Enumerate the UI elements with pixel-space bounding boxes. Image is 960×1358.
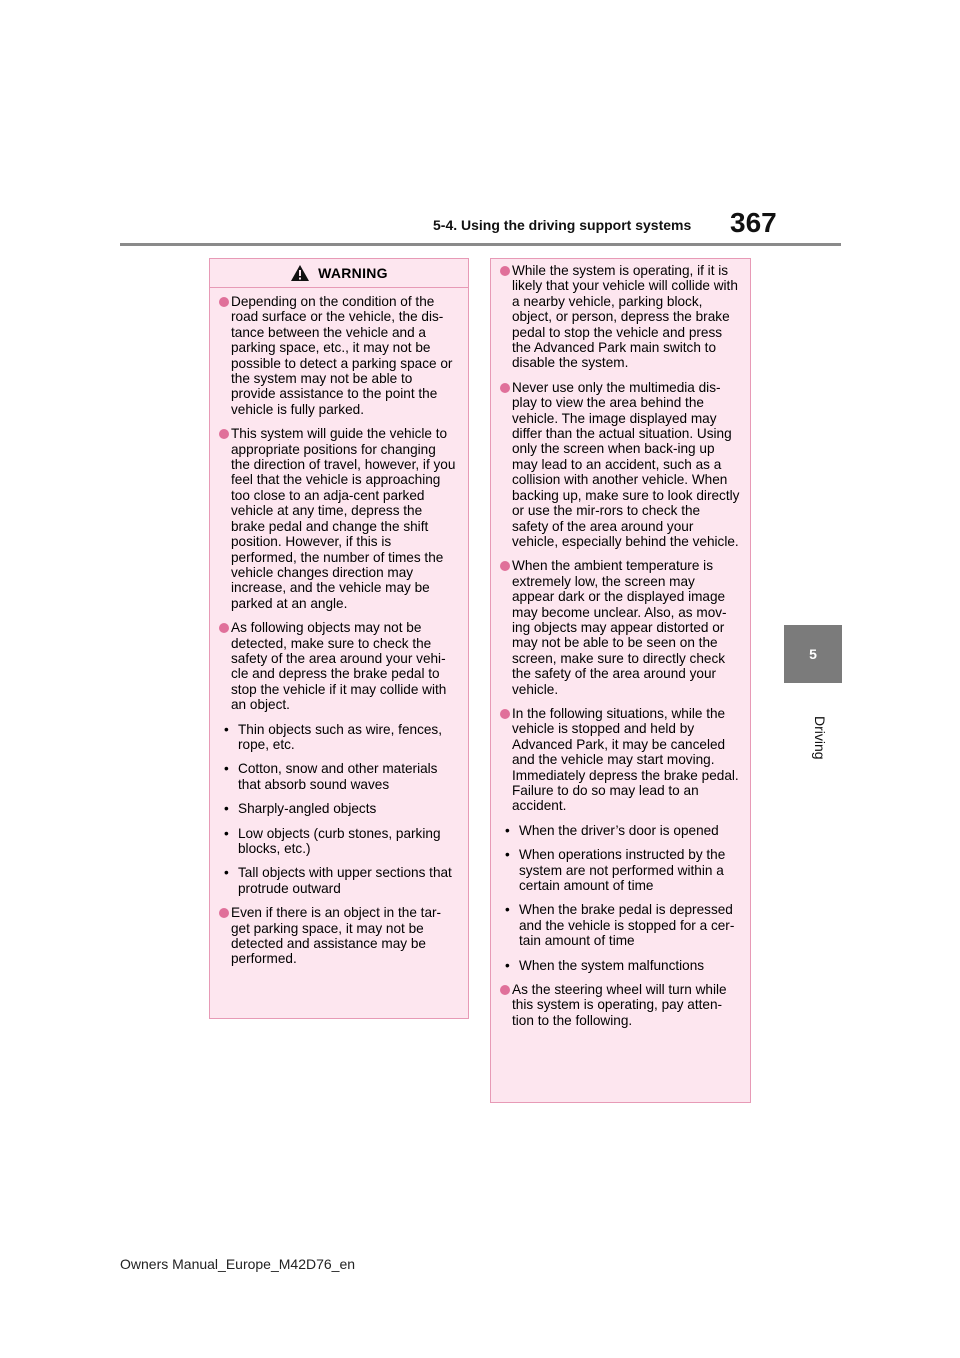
warning-sub-item: • Cotton, snow and other materials that absorb sound waves xyxy=(219,761,458,792)
warning-sub-item: • When operations instructed by the system are not performed within a certain amount of time xyxy=(500,847,740,893)
chapter-label: Driving xyxy=(812,716,828,760)
warning-list-right xyxy=(491,259,750,1028)
page-number: 367 xyxy=(730,207,777,238)
warning-title: WARNING xyxy=(318,265,388,281)
section-title: 5-4. Using the driving support systems xyxy=(433,217,692,233)
warning-sub-item: • When the system malfunctions xyxy=(500,958,740,973)
warning-sub-item: • Thin objects such as wire, fences, rope, etc. xyxy=(219,722,458,753)
warning-sub-item: • When the driver’s door is opened xyxy=(500,823,740,838)
chapter-number: 5 xyxy=(809,646,817,662)
warning-sub-item: • Low objects (curb stones, parking blocks, etc.) xyxy=(219,826,458,857)
header-rule xyxy=(120,243,841,246)
warning-item: Never use only the multimedia dis-play to view the area behind the vehicle. The image displayed may differ than the actual situation. Using only the screen when back-ing up may lead to an accident, such as a collision with another vehicle. When backing up, make sure to look directly or use the mir-rors to check the safety of the area around your vehicle, especially behind the vehicle. xyxy=(500,380,740,549)
warning-list-left xyxy=(210,288,468,967)
warning-sub-item: • Tall objects with upper sections that protrude outward xyxy=(219,865,458,896)
warning-header xyxy=(210,259,468,288)
warning-item: As following objects may not be detected, make sure to check the safety of the area around your vehi-cle and depress the brake pedal to stop the vehicle if it may collide with an object. xyxy=(219,620,458,712)
warning-item: As the steering wheel will turn while this system is operating, pay atten-tion to the following. xyxy=(500,982,740,1028)
warning-item: Depending on the condition of the road surface or the vehicle, the dis-tance between the vehicle and a parking space, etc., it may not be possible to detect a parking space or the system may not be able to provide assistance to the point the vehicle is fully parked. xyxy=(219,294,458,417)
warning-triangle-icon xyxy=(290,264,310,282)
warning-sub-item: • When the brake pedal is depressed and the vehicle is stopped for a cer-tain amount of time xyxy=(500,902,740,948)
chapter-tab xyxy=(784,625,842,683)
warning-item: This system will guide the vehicle to appropriate positions for changing the direction of travel, however, if you feel that the vehicle is approaching too close to an adja-cent parked vehicle at any time, depress the brake pedal and change the shift position. However, if this is performed, the number of times the vehicle changes direction may increase, and the vehicle may be parked at an angle. xyxy=(219,426,458,611)
warning-sub-item: • Sharply-angled objects xyxy=(219,801,458,816)
warning-item: Even if there is an object in the tar-get parking space, it may not be detected and assistance may be performed. xyxy=(219,905,458,967)
warning-box-left xyxy=(209,258,469,1019)
footer-text: Owners Manual_Europe_M42D76_en xyxy=(120,1256,356,1272)
warning-item: While the system is operating, if it is likely that your vehicle will collide with a nearby vehicle, parking block, object, or person, depress the brake pedal to stop the vehicle and press the Advanced Park main switch to disable the system. xyxy=(500,263,740,371)
warning-item: When the ambient temperature is extremely low, the screen may appear dark or the displayed image may become unclear. Also, as mov-ing objects may appear distorted or may not be able to be seen on the screen, make sure to directly check the safety of the area around your vehicle. xyxy=(500,558,740,697)
warning-item: In the following situations, while the vehicle is stopped and held by Advanced Park, it may be canceled and the vehicle may start moving. Immediately depress the brake pedal. Failure to do so may lead to an accident. xyxy=(500,706,740,814)
warning-box-right xyxy=(490,258,751,1103)
